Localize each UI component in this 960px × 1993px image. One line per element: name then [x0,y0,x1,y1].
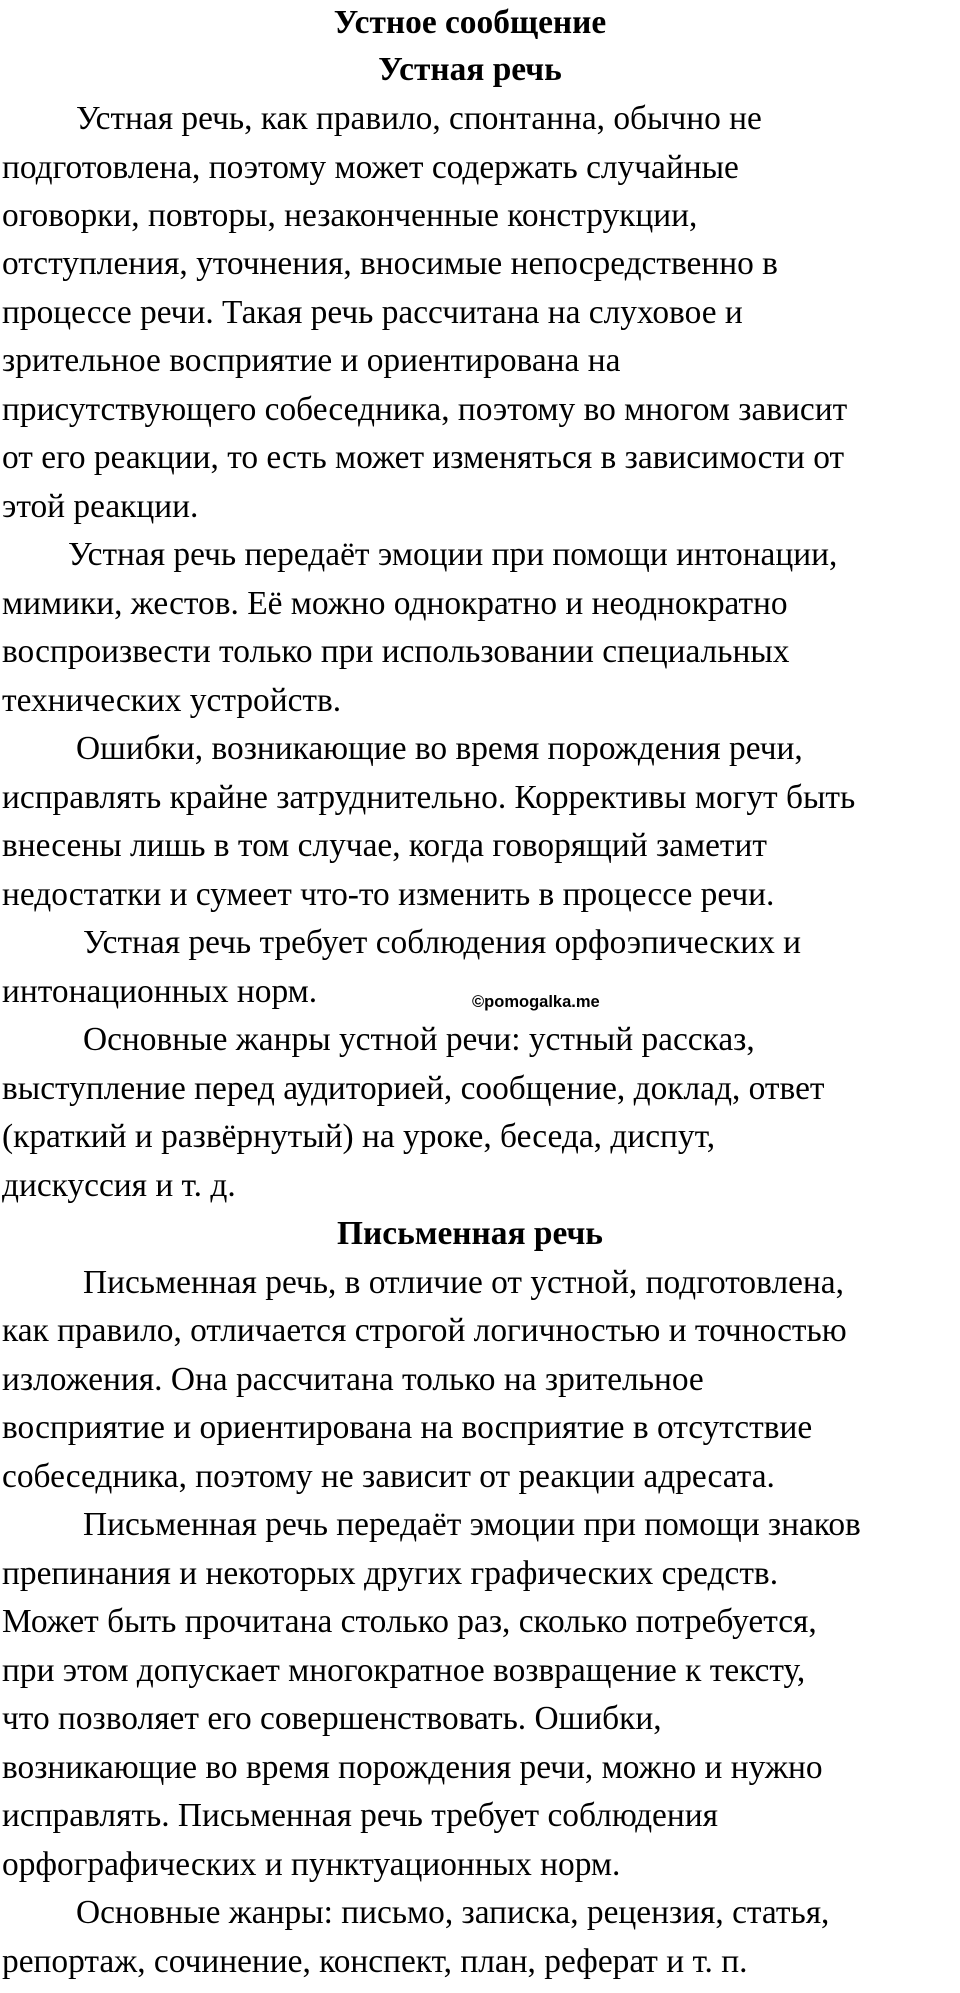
text-line: изложения. Она рассчитана только на зрительное [2,1361,704,1398]
text-line: технических устройств. [2,682,342,719]
text-line: Письменная речь передаёт эмоции при помощи знаков [83,1506,861,1543]
text-line: недостатки и сумеет что-то изменить в процессе речи. [2,876,775,913]
watermark: ©pomogalka.me [472,993,600,1011]
text-line: Основные жанры: письмо, записка, рецензия, статья, [76,1894,830,1931]
text-line: при этом допускает многократное возвращение к тексту, [2,1652,806,1689]
text-line: Устная речь требует соблюдения орфоэпических и [83,924,802,961]
text-line: выступление перед аудиторией, сообщение, доклад, ответ [2,1070,825,1107]
text-line: этой реакции. [2,488,199,525]
text-line: процессе речи. Такая речь рассчитана на слуховое и [2,294,743,331]
text-line: Письменная речь, в отличие от устной, подготовлена, [83,1264,844,1301]
text-line: орфографических и пунктуационных норм. [2,1846,621,1883]
text-line: (краткий и развёрнутый) на уроке, беседа, диспут, [2,1118,716,1155]
text-line: подготовлена, поэтому может содержать случайные [2,149,739,186]
text-line: отступления, уточнения, вносимые непосредственно в [2,245,778,282]
text-line: присутствующего собеседника, поэтому во многом зависит [2,391,848,428]
text-line: репортаж, сочинение, конспект, план, реферат и т. п. [2,1943,748,1980]
section-heading-written: Письменная речь [337,1215,603,1252]
text-line: возникающие во время порождения речи, можно и нужно [2,1749,823,1786]
text-line: дискуссия и т. д. [2,1167,236,1204]
text-line: Ошибки, возникающие во время порождения речи, [76,730,803,767]
text-line: Устная речь, как правило, спонтанна, обычно не [76,100,762,137]
text-line: Устная речь передаёт эмоции при помощи интонации, [68,536,838,573]
text-line: собеседника, поэтому не зависит от реакции адресата. [2,1458,775,1495]
text-line: Может быть прочитана столько раз, сколько потребуется, [2,1603,817,1640]
document-title: Устное сообщение [333,4,607,41]
text-line: оговорки, повторы, незаконченные конструкции, [2,197,698,234]
text-line: восприятие и ориентирована на восприятие в отсутствие [2,1409,813,1446]
text-line: от его реакции, то есть может изменяться в зависимости от [2,439,845,476]
text-line: зрительное восприятие и ориентирована на [2,342,621,379]
text-line: препинания и некоторых других графических средств. [2,1555,779,1592]
text-line: интонационных норм. [2,973,318,1010]
text-line: внесены лишь в том случае, когда говорящий заметит [2,827,767,864]
text-line: исправлять. Письменная речь требует соблюдения [2,1797,718,1834]
text-line: Основные жанры устной речи: устный рассказ, [83,1021,755,1058]
text-line: воспроизвести только при использовании специальных [2,633,790,670]
text-line: мимики, жестов. Её можно однократно и неоднократно [2,585,788,622]
text-line: исправлять крайне затруднительно. Коррективы могут быть [2,779,856,816]
text-line: что позволяет его совершенствовать. Ошибки, [2,1700,662,1737]
text-line: как правило, отличается строгой логичностью и точностью [2,1312,847,1349]
section-heading-oral: Устная речь [378,51,562,88]
